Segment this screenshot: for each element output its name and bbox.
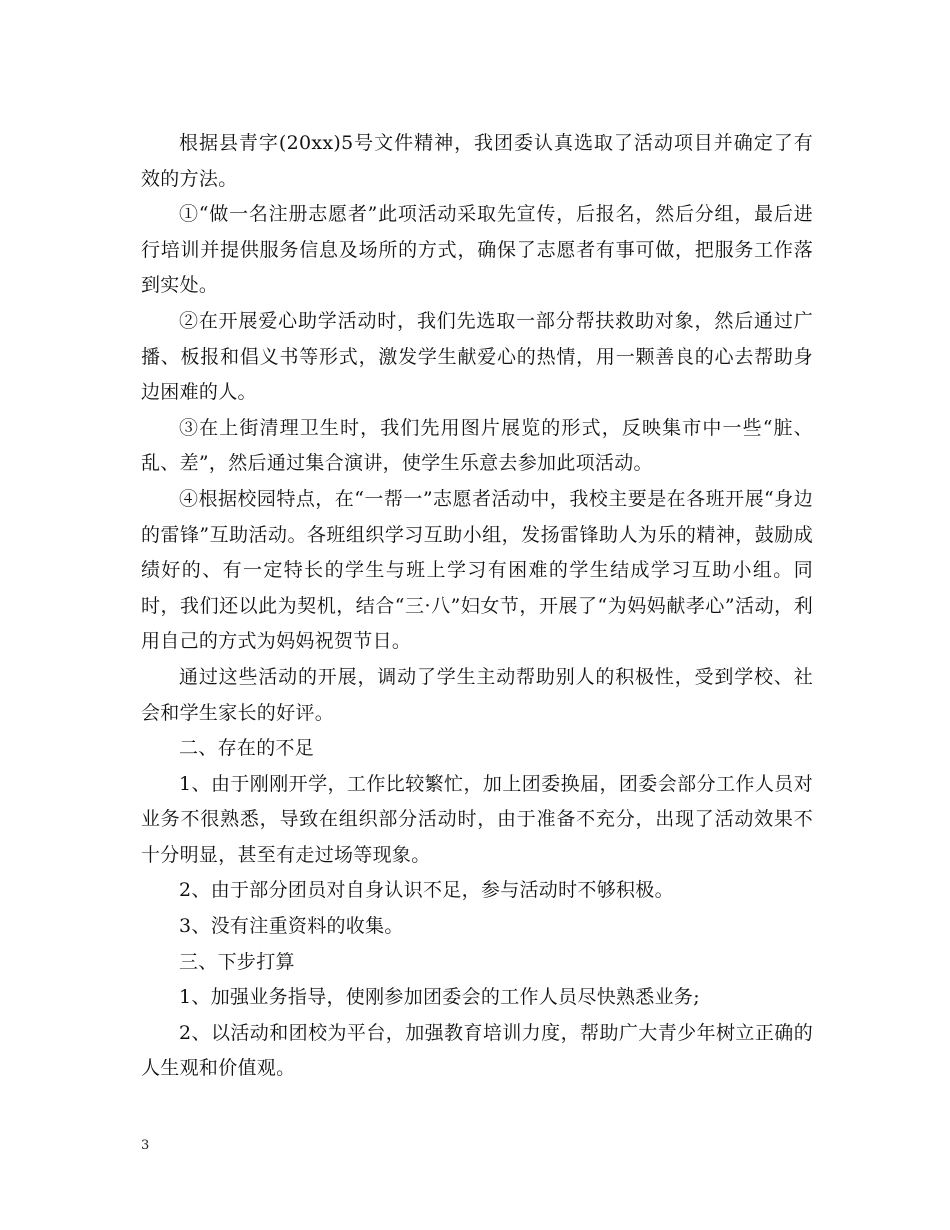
paragraph-charity-study: ②在开展爱心助学活动时，我们先选取一部分帮扶救助对象，然后通过广播、板报和倡义书等形式，激发学生献爱心的热情，用一颗善良的心去帮助身边困难的人。 [141,309,813,404]
section-heading-shortcomings: 二、存在的不足 [179,737,315,760]
paragraph-next-step-2: 2、以活动和团校为平台，加强教育培训力度，帮助广大青少年树立正确的人生观和价值观。 [141,1021,813,1080]
paragraph-street-cleaning: ③在上街清理卫生时，我们先用图片展览的形式，反映集市中一些“脏、乱、差”，然后通过集合演讲，使学生乐意去参加此项活动。 [141,416,813,475]
paragraph-results: 通过这些活动的开展，调动了学生主动帮助别人的积极性，受到学校、社会和学生家长的好评。 [141,665,813,724]
paragraph-mutual-help: ④根据校园特点，在“一帮一”志愿者活动中，我校主要是在各班开展“身边的雷锋”互助活动。各班组织学习互助小组，发扬雷锋助人为乐的精神，鼓励成绩好的、有一定特长的学生与班上学习有困难的学生结成学习互助小组。同时，我们还以此为契机，结合“三·八”妇女节，开展了“为妈妈献孝心”活动，利用自己的方式为妈妈祝贺节日。 [141,487,813,653]
paragraph-next-step-1: 1、加强业务指导，使刚参加团委会的工作人员尽快熟悉业务; [179,986,700,1009]
page-number: 3 [141,1138,150,1153]
section-heading-next-steps: 三、下步打算 [179,950,295,973]
paragraph-shortcoming-1: 1、由于刚刚开学，工作比较繁忙，加上团委换届，团委会部分工作人员对业务不很熟悉，导致在组织部分活动时，由于准备不充分，出现了活动效果不十分明显，甚至有走过场等现象。 [141,772,813,866]
paragraph-shortcoming-2: 2、由于部分团员对自身认识不足，参与活动时不够积极。 [179,879,674,902]
paragraph-volunteer-registration: ①“做一名注册志愿者”此项活动采取先宣传，后报名，然后分组，最后进行培训并提供服务信息及场所的方式，确保了志愿者有事可做，把服务工作落到实处。 [141,203,813,297]
paragraph-shortcoming-3: 3、没有注重资料的收集。 [179,915,404,938]
document-body [141,126,813,1087]
paragraph-method-intro: 根据县青字(20xx)5号文件精神，我团委认真选取了活动项目并确定了有效的方法。 [141,132,813,190]
